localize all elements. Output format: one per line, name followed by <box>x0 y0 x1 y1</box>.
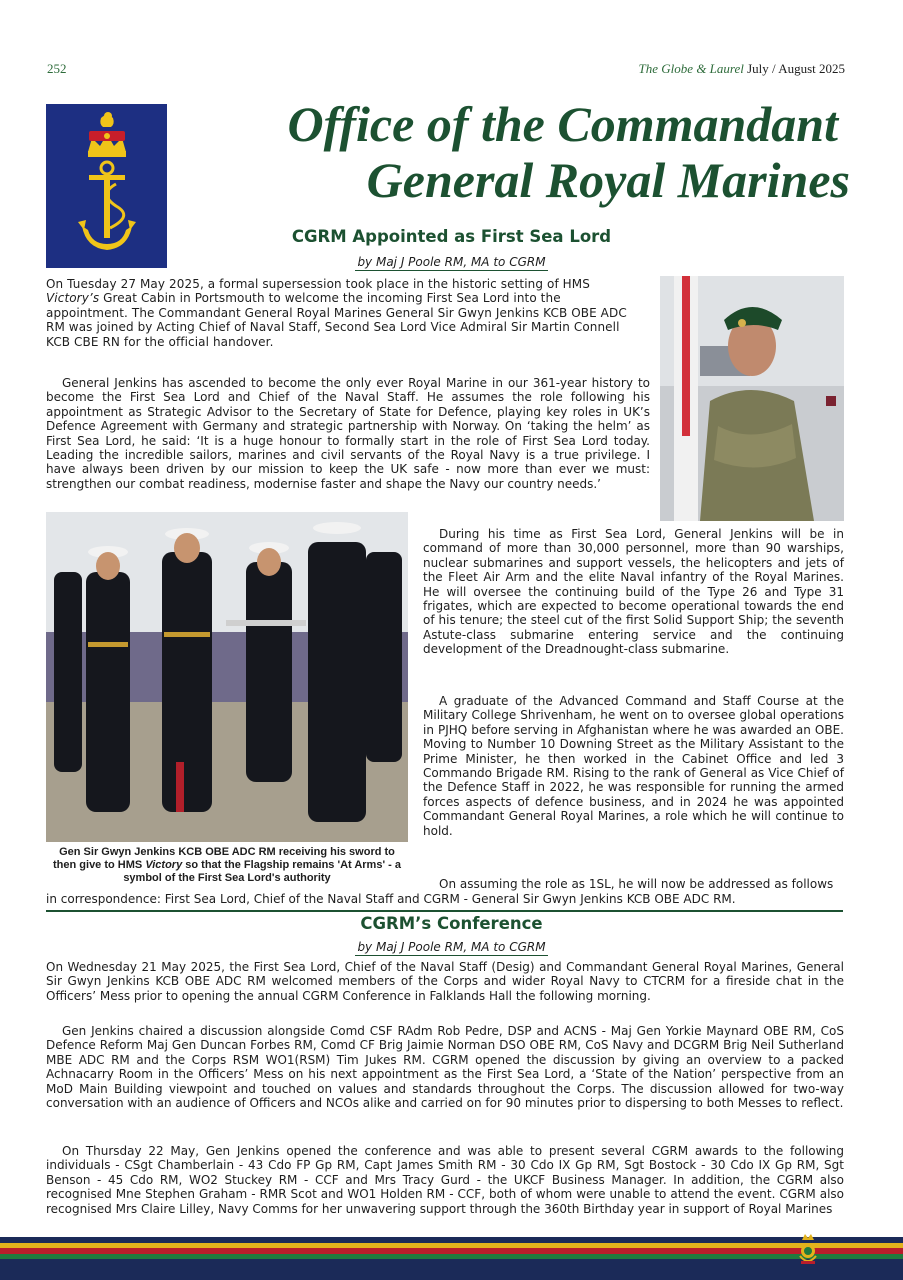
page-number: 252 <box>47 61 67 76</box>
article-1-paragraph-5-line-1: On assuming the role as 1SL, he will now be addressed as follows <box>439 877 834 891</box>
p1-line-3: appointment. The Commandant General Royal Marines General Sir Gwyn Jenkins KCB OBE ADC <box>46 305 627 320</box>
article-1-heading: CGRM Appointed as First Sea Lord <box>291 227 612 246</box>
article-2-byline-wrap <box>0 936 903 956</box>
issue-date: July / August 2025 <box>747 61 845 76</box>
article-2-paragraph-2: Gen Jenkins chaired a discussion alongside Comd CSF RAdm Rob Pedre, DSP and ACNS - Maj Gen Yorkie Maynard OBE RM, CoS Defence Reform Maj Gen Duncan Forbes RM, Comd CF Brig Jaimie Norman DSO OBE RM, CoS Navy and DCGRM Brig Neil Sutherland MBE ADC RM and the Corps RSM WO1(RSM) Tim Jukes RM. CGRM opened the discussion by giving an overview to a packed Achnacarry Room in the Officers’ Mess on his next appointment as the First Sea Lord, a ‘State of the Nation’ perspective from an MoD Main Building viewpoint and touched on values and standards throughout the Corps. The discussion allowed for two-way conversation with an audience of Officers and NCOs alike and carried on for 90 minutes prior to dispersing to both Messes to reflect. <box>46 1024 844 1111</box>
footer-regimental-stripes <box>0 1237 903 1280</box>
ceremony-photo <box>46 512 408 842</box>
globe-and-laurel-badge-icon <box>797 1232 819 1266</box>
page-title-line-2: General Royal Marines <box>366 152 850 208</box>
page-title-line-1: Office of the Commandant <box>287 96 838 152</box>
article-1-paragraph-4: A graduate of the Advanced Command and Staff Course at the Military College Shrivenham, he went on to oversee global operations in PJHQ before serving in Afghanistan where he was awarded an OBE. Moving to Number 10 Downing Street as the Military Assistant to the Prime Minister, he then worked in the Cabinet Office and led 3 Commando Brigade RM. Rising to the rank of General as Vice Chief of the Defence Staff in 2022, he was responsible for running the armed forces aspects of defence business, and in 2024 he was appointed Commandant General Royal Marines, a role which he will continue to hold. <box>423 694 844 838</box>
article-2-heading: CGRM’s Conference <box>360 914 543 933</box>
article-1-paragraph-2: General Jenkins has ascended to become the only ever Royal Marine in our 361-year history to become the First Sea Lord and Chief of the Naval Staff. He assumes the role following his appointment as Strategic Advisor to the Secretary of State for Defence, playing key roles in UK’s Defence Agreement with Germany and strategic partnership with Norway. On ‘taking the helm’ as First Sea Lord, he said: ‘It is a huge honour to formally start in the role of First Sea Lord today. Leading the incredible sailors, marines and civil servants of the Royal Navy is a true privilege. I have always been driven by our mission to keep the UK safe - now more than ever we must: strengthen our combat readiness, modernise faster and shape the Navy our country needs.’ <box>46 376 650 491</box>
p1-line-5: KCB CBE RN for the official handover. <box>46 334 274 349</box>
magazine-name: The Globe & Laurel <box>638 61 744 76</box>
article-1-paragraph-1 <box>46 277 650 349</box>
ceremony-photo-caption <box>46 846 408 886</box>
caption-part-1: Gen Sir Gwyn Jenkins KCB OBE ADC RM receiving his sword to then give to HMS <box>53 846 395 872</box>
article-1-byline-wrap <box>0 251 903 271</box>
ship-name: Victory’s <box>46 291 100 306</box>
p1-line-4: RM was joined by Acting Chief of Naval Staff, Second Sea Lord Vice Admiral Sir Martin Connell <box>46 320 620 335</box>
article-1-paragraph-3: During his time as First Sea Lord, General Jenkins will be in command of more than 30,000 personnel, more than 90 warships, nuclear submarines and support vessels, the helicopters and jets of the Fleet Air Arm and the elite Naval infantry of the Royal Marines. He will oversee the continuing build of the Type 26 and Type 31 frigates, which are expected to become operational towards the end of his tenure; the steel cut of the first Solid Support Ship; the seventh Astute-class submarine entering service and the continuing development of the Dreadnought-class submarine. <box>423 527 844 657</box>
article-1-paragraph-5-line-2: in correspondence: First Sea Lord, Chief of the Naval Staff and CGRM - General Sir Gwyn Jenkins KCB OBE ADC RM. <box>46 892 736 906</box>
caption-part-2: so that the Flagship remains 'At Arms' - a symbol of the First Sea Lord's authority <box>123 859 401 885</box>
portrait-photo <box>660 276 844 521</box>
article-1-byline: by Maj J Poole RM, MA to CGRM <box>357 255 546 269</box>
article-2-byline: by Maj J Poole RM, MA to CGRM <box>357 940 546 954</box>
p1-line-2: Great Cabin in Portsmouth to welcome the incoming First Sea Lord into the <box>103 291 561 306</box>
page-title <box>185 96 850 208</box>
caption-ship-name: Victory <box>145 859 183 872</box>
article-2-paragraph-3: On Thursday 22 May, Gen Jenkins opened the conference and was able to present several CGRM awards to the following individuals - CSgt Chamberlain - 43 Cdo FP Gp RM, Capt James Smith RM - 30 Cdo IX Gp RM, Sgt Bostock - 30 Cdo IX Gp RM, Sgt Benson - 45 Cdo RM, WO2 Stuckey RM - CCF and Mrs Tracy Gurd - the UKCF Business Manager. In addition, the CGRM also recognised Mne Stephen Graham - RMR Scot and WO1 Holden RM - CCF, both of whom were unable to attend the event. CGRM also recognised Mrs Claire Lilley, Navy Comms for her unwavering support through the 360th Birthday year in support of Royal Marines <box>46 1144 844 1216</box>
running-header <box>639 61 845 77</box>
section-divider <box>46 910 843 912</box>
article-2-paragraph-1: On Wednesday 21 May 2025, the First Sea Lord, Chief of the Naval Staff (Desig) and Commandant General Royal Marines, General Sir Gwyn Jenkins KCB OBE ADC RM welcomed members of the Corps and wider Royal Navy to CTCRM for a fireside chat in the Officers’ Mess prior to opening the annual CGRM Conference in Falklands Hall the following morning. <box>46 960 844 1003</box>
stripe-navy-bottom <box>0 1259 903 1280</box>
p1-line-1: On Tuesday 27 May 2025, a formal supersession took place in the historic setting of HMS <box>46 277 590 291</box>
